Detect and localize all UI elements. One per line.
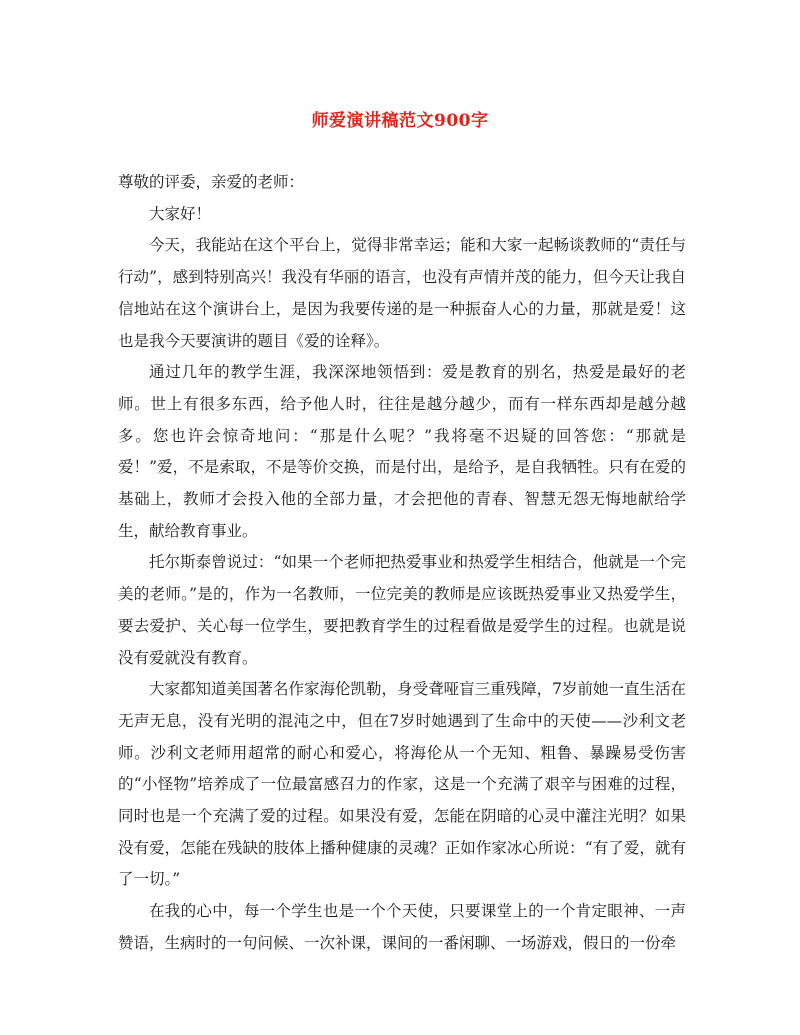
document-body — [118, 167, 686, 960]
paragraph-intro: 今天，我能站在这个平台上，觉得非常幸运；能和大家一起畅谈教师的“责任与行动”，感到特别高兴！我没有华丽的语言，也没有声情并茂的能力，但今天让我自信地站在这个演讲台上，是因为我要传递的是一种振奋人心的力量，那就是爱！这也是我今天要演讲的题目《爱的诠释》。 — [118, 236, 686, 350]
paragraph-tolstoy-quote: 托尔斯泰曾说过：“如果一个老师把热爱事业和热爱学生相结合，他就是一个完美的老师。”是的，作为一名教师，一位完美的教师是应该既热爱事业又热爱学生，要去爱护、关心每一位学生，要把教育学生的过程看做是爱学生的过程。也就是说没有爱就没有教育。 — [118, 553, 686, 667]
salutation: 尊敬的评委，亲爱的老师： — [118, 173, 305, 191]
paragraph-greeting: 大家好！ — [149, 204, 212, 223]
paragraph-love-is-education: 通过几年的教学生涯，我深深地领悟到：爱是教育的别名，热爱是最好的老师。世上有很多东西，给予他人时，往往是越分越少，而有一样东西却是越分越多。您也许会惊奇地问：“那是什么呢？”我将毫不迟疑的回答您：“那就是爱！”爱，不是索取，不是等价交换，而是付出，是给予，是自我牺牲。只有在爱的基础上，教师才会投入他的全部力量，才会把他的青春、智慧无怨无悔地献给学生，献给教育事业。 — [118, 363, 686, 540]
paragraph-helen-keller: 大家都知道美国著名作家海伦凯勒，身受聋哑盲三重残障，7岁前她一直生活在无声无息，没有光明的混沌之中，但在7岁时她遇到了生命中的天使——沙利文老师。沙利文老师用超常的耐心和爱心，将海伦从一个无知、粗鲁、暴躁易受伤害的“小怪物”培养成了一位最富感召力的作家，这是一个充满了艰辛与困难的过程，同时也是一个充满了爱的过程。如果没有爱，怎能在阴暗的心灵中灌注光明？如果没有爱，怎能在残缺的肢体上播种健康的灵魂？正如作家冰心所说：“有了爱，就有了一切。” — [118, 680, 686, 889]
document-title: 师爱演讲稿范文900字 — [311, 111, 489, 131]
paragraph-students-angels: 在我的心中，每一个学生也是一个个天使，只要课堂上的一个肯定眼神、一声赞语，生病时的一句问候、一次补课，课间的一番闲聊、一场游戏，假日的一份牵 — [118, 902, 686, 952]
